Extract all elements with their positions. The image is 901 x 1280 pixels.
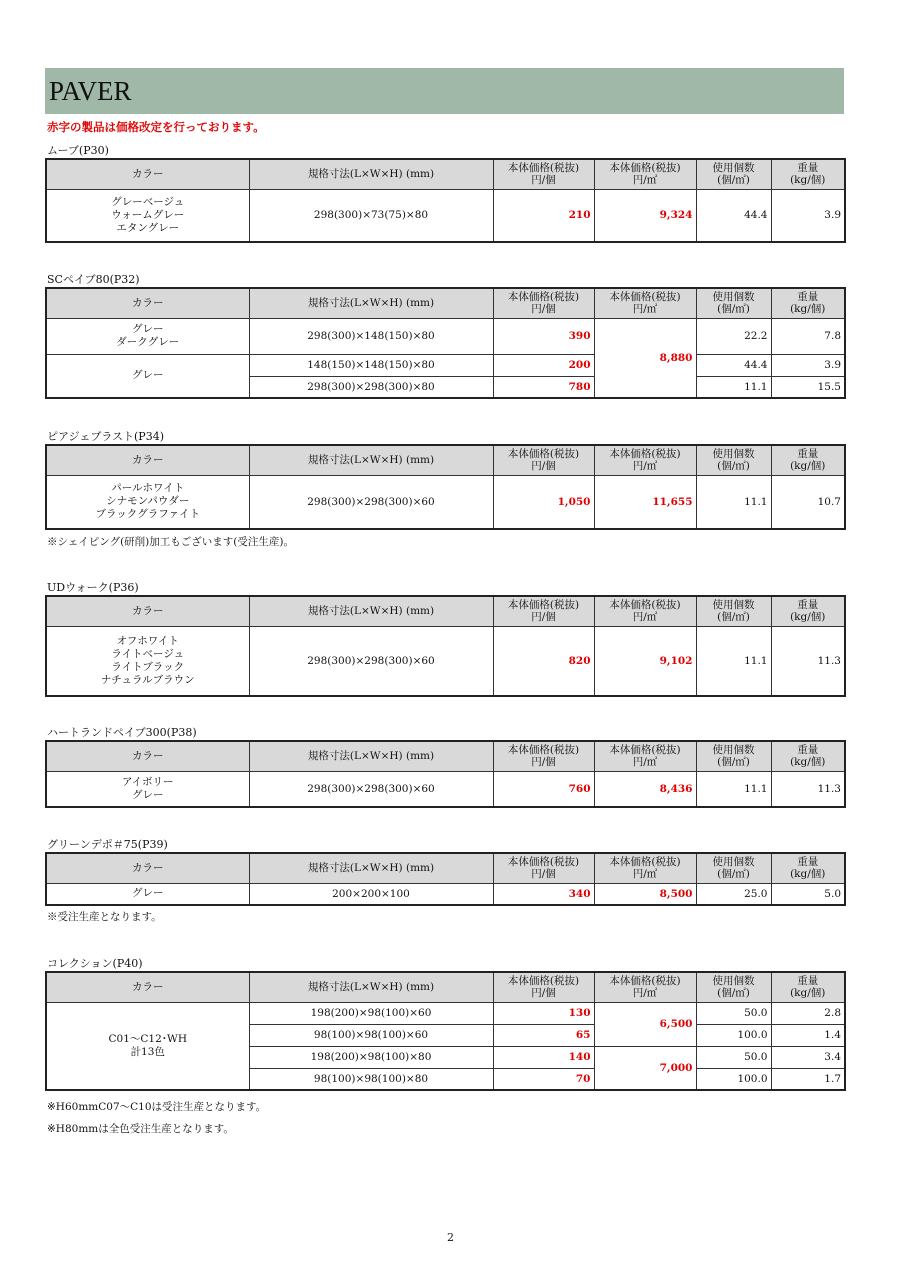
section-title: グリーンデポ＃75(P39) (47, 838, 168, 851)
size-cell: 298(300)×298(300)×80 (249, 376, 493, 398)
col-color: カラー (46, 596, 249, 626)
color-cell (46, 626, 249, 696)
col-label: 本体価格(税抜) (507, 448, 580, 461)
col-weight (771, 159, 845, 189)
price-cell: 780 (493, 376, 594, 398)
weight-cell: 10.7 (771, 475, 845, 529)
col-label: (kg/個) (790, 756, 826, 769)
col-label: 重量 (797, 162, 819, 175)
col-price-unit (493, 445, 594, 475)
table-note: ※シェイピング(研削)加工もございます(受注生産)。 (47, 536, 294, 548)
usage-cell: 100.0 (696, 1024, 771, 1046)
price-table (45, 287, 846, 399)
col-weight (771, 741, 845, 771)
col-size: 規格寸法(L×W×H) (mm) (249, 972, 493, 1002)
col-label: 重量 (797, 291, 819, 304)
col-label: 使用個数 (712, 162, 755, 175)
col-size: 規格寸法(L×W×H) (mm) (249, 853, 493, 883)
color-name: ライトブラック (111, 660, 185, 673)
col-price-m2 (594, 972, 696, 1002)
col-label: (個/㎡) (717, 756, 750, 769)
price-m2-cell: 6,500 (594, 1002, 696, 1046)
col-size: 規格寸法(L×W×H) (mm) (249, 596, 493, 626)
table-header-row (46, 159, 845, 189)
color-name: ダークグレー (116, 336, 180, 348)
col-label: (個/㎡) (717, 987, 750, 1000)
size-cell: 98(100)×98(100)×60 (249, 1024, 493, 1046)
col-label: 本体価格(税抜) (609, 856, 681, 869)
col-label: 本体価格(税抜) (507, 162, 580, 175)
page-header (45, 68, 844, 114)
col-label: 重量 (797, 448, 819, 461)
table-note: ※H80mmは全色受注生産となります。 (47, 1123, 234, 1135)
table-row (46, 189, 845, 242)
color-cell (46, 1002, 249, 1090)
col-label: 使用個数 (712, 448, 755, 461)
col-label: 円/個 (531, 868, 556, 881)
col-label: 本体価格(税抜) (507, 291, 580, 304)
price-m2-cell: 9,324 (594, 189, 696, 242)
col-label: 本体価格(税抜) (609, 162, 681, 175)
col-label: 重量 (797, 744, 819, 757)
weight-cell: 1.7 (771, 1068, 845, 1090)
price-m2-cell: 11,655 (594, 475, 696, 529)
color-cell (46, 189, 249, 242)
usage-cell: 50.0 (696, 1002, 771, 1024)
usage-cell: 100.0 (696, 1068, 771, 1090)
col-size: 規格寸法(L×W×H) (mm) (249, 741, 493, 771)
price-m2-cell: 9,102 (594, 626, 696, 696)
usage-cell: 25.0 (696, 883, 771, 905)
price-cell: 390 (493, 318, 594, 354)
col-label: 円/㎡ (632, 987, 658, 1000)
table-header-row (46, 853, 845, 883)
col-price-unit (493, 972, 594, 1002)
size-cell: 148(150)×148(150)×80 (249, 354, 493, 376)
price-cell: 210 (493, 189, 594, 242)
size-cell: 298(300)×148(150)×80 (249, 318, 493, 354)
price-cell: 820 (493, 626, 594, 696)
col-price-m2 (594, 853, 696, 883)
col-color: カラー (46, 853, 249, 883)
table-row (46, 475, 845, 529)
col-usage (696, 445, 771, 475)
col-label: 使用個数 (712, 291, 755, 304)
col-label: 円/個 (531, 987, 556, 1000)
col-usage (696, 972, 771, 1002)
page-number: 2 (447, 1231, 454, 1244)
col-label: 円/個 (531, 460, 556, 473)
table-header-row (46, 741, 845, 771)
color-name: ブラックグラファイト (95, 508, 201, 521)
size-cell: 198(200)×98(100)×80 (249, 1046, 493, 1068)
col-label: 本体価格(税抜) (609, 975, 681, 988)
color-name: シナモンパウダー (106, 495, 190, 508)
col-label: 本体価格(税抜) (507, 599, 580, 612)
section-title: コレクション(P40) (47, 957, 143, 970)
color-name: ウォームグレー (111, 208, 185, 221)
col-label: (kg/個) (790, 987, 826, 1000)
price-table (45, 595, 846, 697)
col-label: (kg/個) (790, 611, 826, 624)
col-color: カラー (46, 741, 249, 771)
col-price-unit (493, 159, 594, 189)
col-label: 使用個数 (712, 856, 755, 869)
col-weight (771, 596, 845, 626)
color-cell: グレー (46, 883, 249, 905)
usage-cell: 50.0 (696, 1046, 771, 1068)
col-color: カラー (46, 972, 249, 1002)
color-name: アイボリー (121, 775, 174, 788)
col-price-m2 (594, 288, 696, 318)
col-label: 重量 (797, 599, 819, 612)
col-price-m2 (594, 741, 696, 771)
weight-cell: 15.5 (771, 376, 845, 398)
col-usage (696, 741, 771, 771)
col-price-m2 (594, 445, 696, 475)
col-size: 規格寸法(L×W×H) (mm) (249, 159, 493, 189)
usage-cell: 11.1 (696, 771, 771, 807)
table-row (46, 354, 845, 376)
color-name: ナチュラルブラウン (100, 673, 195, 686)
col-price-m2 (594, 596, 696, 626)
col-label: 円/個 (531, 303, 556, 316)
table-note: ※H60mmC07～C10は受注生産となります。 (47, 1101, 267, 1113)
col-label: (個/㎡) (717, 611, 750, 624)
col-label: 本体価格(税抜) (609, 448, 681, 461)
weight-cell: 1.4 (771, 1024, 845, 1046)
col-label: 円/㎡ (632, 174, 658, 187)
weight-cell: 3.4 (771, 1046, 845, 1068)
color-name: グレー (132, 323, 164, 335)
col-weight (771, 445, 845, 475)
col-label: (kg/個) (790, 868, 826, 881)
col-price-unit (493, 596, 594, 626)
color-cell (46, 318, 249, 354)
col-color: カラー (46, 445, 249, 475)
col-label: (kg/個) (790, 174, 826, 187)
col-label: (kg/個) (790, 303, 826, 316)
section-title: SCペイブ80(P32) (47, 273, 140, 286)
col-size: 規格寸法(L×W×H) (mm) (249, 445, 493, 475)
col-label: 本体価格(税抜) (609, 599, 681, 612)
color-name: グレーベージュ (111, 195, 185, 208)
size-cell: 98(100)×98(100)×80 (249, 1068, 493, 1090)
usage-cell: 11.1 (696, 376, 771, 398)
col-label: 本体価格(税抜) (507, 744, 580, 757)
col-label: 使用個数 (712, 744, 755, 757)
color-name: 計13色 (130, 1045, 165, 1058)
col-label: 本体価格(税抜) (609, 291, 681, 304)
color-name: エタングレー (116, 221, 180, 234)
col-price-unit (493, 741, 594, 771)
col-label: 本体価格(税抜) (609, 744, 681, 757)
col-label: 使用個数 (712, 599, 755, 612)
col-color: カラー (46, 159, 249, 189)
col-label: 重量 (797, 856, 819, 869)
price-m2-cell: 8,436 (594, 771, 696, 807)
col-size: 規格寸法(L×W×H) (mm) (249, 288, 493, 318)
weight-cell: 3.9 (771, 189, 845, 242)
section-title: ハートランドペイブ300(P38) (47, 726, 197, 739)
table-header-row (46, 972, 845, 1002)
col-label: 円/㎡ (632, 756, 658, 769)
size-cell: 298(300)×298(300)×60 (249, 475, 493, 529)
color-name: ライトベージュ (111, 647, 185, 660)
weight-cell: 3.9 (771, 354, 845, 376)
col-usage (696, 596, 771, 626)
price-m2-cell: 8,500 (594, 883, 696, 905)
col-label: 円/個 (531, 611, 556, 624)
weight-cell: 11.3 (771, 771, 845, 807)
price-cell: 65 (493, 1024, 594, 1046)
col-weight (771, 972, 845, 1002)
price-cell: 200 (493, 354, 594, 376)
col-label: (個/㎡) (717, 868, 750, 881)
usage-cell: 44.4 (696, 354, 771, 376)
table-note: ※受注生産となります。 (47, 911, 162, 923)
section-title: ピアジェブラスト(P34) (47, 430, 164, 443)
col-label: 円/個 (531, 756, 556, 769)
color-name: パールホワイト (111, 482, 185, 495)
price-table (45, 852, 846, 906)
col-label: 使用個数 (712, 975, 755, 988)
col-label: 円/㎡ (632, 303, 658, 316)
col-label: (個/㎡) (717, 303, 750, 316)
col-label: 円/個 (531, 174, 556, 187)
weight-cell: 7.8 (771, 318, 845, 354)
col-label: 円/㎡ (632, 611, 658, 624)
price-cell: 760 (493, 771, 594, 807)
col-price-m2 (594, 159, 696, 189)
usage-cell: 11.1 (696, 626, 771, 696)
col-color: カラー (46, 288, 249, 318)
usage-cell: 22.2 (696, 318, 771, 354)
col-label: 円/㎡ (632, 868, 658, 881)
size-cell: 198(200)×98(100)×60 (249, 1002, 493, 1024)
weight-cell: 5.0 (771, 883, 845, 905)
col-price-unit (493, 288, 594, 318)
col-price-unit (493, 853, 594, 883)
price-m2-cell: 7,000 (594, 1046, 696, 1090)
color-name: オフホワイト (116, 634, 179, 647)
color-name: C01～C12･WH (108, 1032, 187, 1045)
price-cell: 70 (493, 1068, 594, 1090)
col-usage (696, 853, 771, 883)
table-row (46, 771, 845, 807)
col-label: 本体価格(税抜) (507, 975, 580, 988)
col-label: 重量 (797, 975, 819, 988)
price-m2-cell: 8,880 (594, 318, 696, 398)
table-row (46, 1002, 845, 1024)
size-cell: 298(300)×298(300)×60 (249, 771, 493, 807)
color-cell (46, 475, 249, 529)
color-name: グレー (132, 788, 164, 801)
price-cell: 340 (493, 883, 594, 905)
col-weight (771, 853, 845, 883)
col-label: (個/㎡) (717, 460, 750, 473)
table-row (46, 318, 845, 354)
price-revision-notice: 赤字の製品は価格改定を行っております。 (47, 120, 265, 134)
col-weight (771, 288, 845, 318)
color-cell: グレー (46, 354, 249, 398)
price-cell: 1,050 (493, 475, 594, 529)
table-header-row (46, 445, 845, 475)
price-cell: 140 (493, 1046, 594, 1068)
price-table (45, 971, 846, 1091)
price-table (45, 740, 846, 808)
price-table (45, 158, 846, 243)
table-header-row (46, 288, 845, 318)
col-label: (個/㎡) (717, 174, 750, 187)
page-title: PAVER (49, 76, 132, 106)
usage-cell: 44.4 (696, 189, 771, 242)
weight-cell: 11.3 (771, 626, 845, 696)
section-title: UDウォーク(P36) (47, 581, 139, 594)
size-cell: 298(300)×73(75)×80 (249, 189, 493, 242)
price-cell: 130 (493, 1002, 594, 1024)
col-usage (696, 288, 771, 318)
col-label: (kg/個) (790, 460, 826, 473)
size-cell: 298(300)×298(300)×60 (249, 626, 493, 696)
section-title: ムーブ(P30) (47, 144, 109, 157)
usage-cell: 11.1 (696, 475, 771, 529)
col-label: 本体価格(税抜) (507, 856, 580, 869)
size-cell: 200×200×100 (249, 883, 493, 905)
color-cell (46, 771, 249, 807)
col-usage (696, 159, 771, 189)
weight-cell: 2.8 (771, 1002, 845, 1024)
table-header-row (46, 596, 845, 626)
table-row (46, 626, 845, 696)
price-table (45, 444, 846, 530)
table-row (46, 883, 845, 905)
col-label: 円/㎡ (632, 460, 658, 473)
